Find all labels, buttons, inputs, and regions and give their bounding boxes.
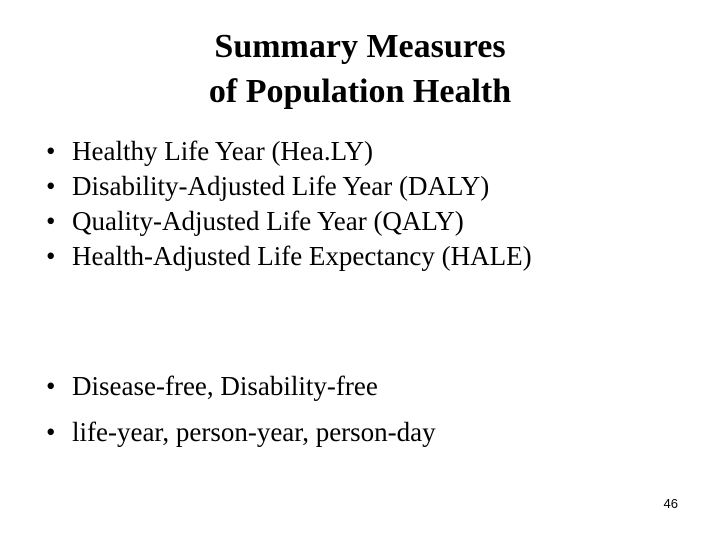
slide-title-line-1: Summary Measures — [214, 28, 506, 65]
bullet-icon: • — [46, 241, 56, 271]
bullet-icon: • — [46, 371, 56, 401]
bullet-icon: • — [46, 136, 56, 166]
list-item-life-year-units — [46, 409, 436, 455]
list-item-text: Disease-free, Disability-free — [72, 371, 378, 401]
list-item-qaly — [46, 204, 532, 239]
slide-title-line-2: of Population Health — [208, 73, 512, 110]
bullet-icon: • — [46, 417, 56, 447]
list-item-daly — [46, 169, 532, 204]
slide-number: 46 — [663, 496, 678, 511]
bullet-icon: • — [46, 206, 56, 236]
list-item-hale — [46, 239, 532, 274]
list-item-text: Disability-Adjusted Life Year (DALY) — [72, 171, 490, 201]
list-item-text: life-year, person-year, person-day — [72, 417, 436, 447]
main-bullet-list — [46, 134, 532, 274]
list-item-text: Health-Adjusted Life Expectancy (HALE) — [72, 241, 532, 271]
list-item-disease-free — [46, 363, 436, 409]
secondary-bullet-list — [46, 363, 436, 455]
bullet-icon: • — [46, 171, 56, 201]
list-item-healthy-life-year — [46, 134, 532, 169]
list-item-text: Quality-Adjusted Life Year (QALY) — [72, 206, 464, 236]
slide-title — [0, 24, 720, 114]
list-item-text: Healthy Life Year (Hea.LY) — [72, 136, 373, 166]
